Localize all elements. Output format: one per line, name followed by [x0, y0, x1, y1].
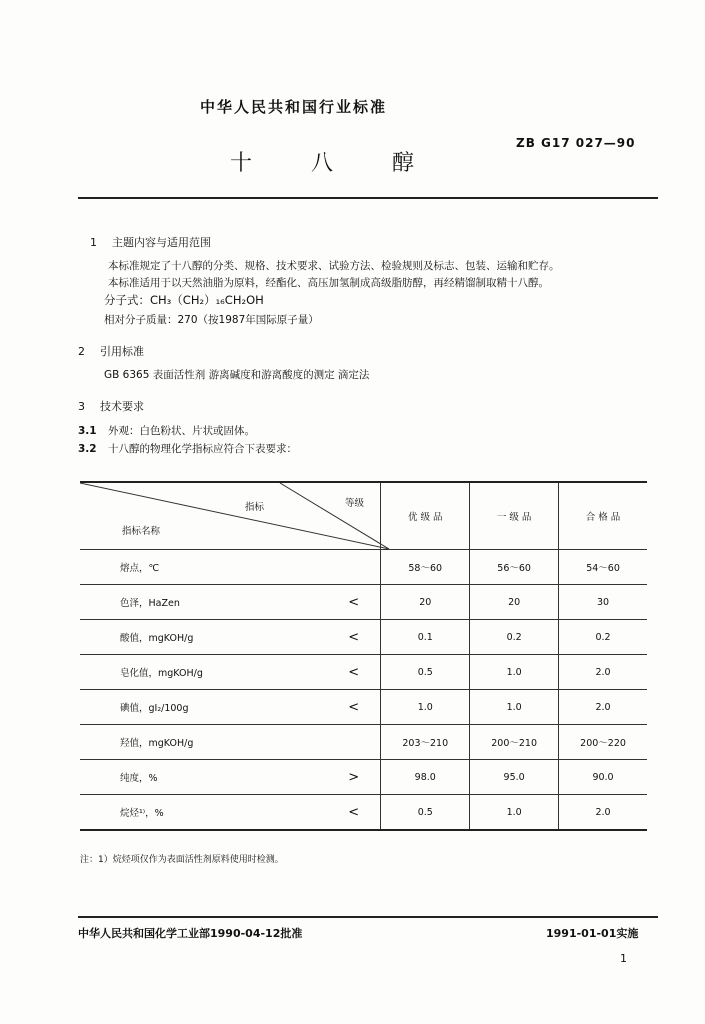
table-row — [80, 725, 647, 760]
value-cell: 30 — [559, 585, 647, 620]
table-row — [80, 795, 647, 831]
value-cell: 1.0 — [470, 655, 559, 690]
table-row — [80, 655, 647, 690]
value-cell: 200～210 — [470, 725, 559, 760]
limit-symbol — [348, 550, 381, 585]
item-name: 纯度，% — [80, 760, 348, 795]
diagonal-lines — [80, 483, 389, 549]
paragraph: 本标准适用于以天然油脂为原料，经酯化、高压加氢制成高级脂肪醇，再经精馏制取精十八醇。 — [108, 277, 549, 289]
referenced-standard: GB 6365 表面活性剂 游离碱度和游离酸度的测定 滴定法 — [104, 369, 370, 381]
clause-text: 外观：白色粉状、片状或固体。 — [108, 425, 255, 437]
column-header: 合 格 品 — [559, 482, 647, 550]
item-name: 酸值，mgKOH/g — [80, 620, 348, 655]
section-title: 主题内容与适用范围 — [112, 236, 211, 249]
standard-code: ZB G17 027—90 — [516, 136, 636, 150]
value-cell: 0.2 — [559, 620, 647, 655]
section-number: 1 — [90, 236, 97, 249]
table-row — [80, 620, 647, 655]
clause-text: 十八醇的物理化学指标应符合下表要求： — [108, 443, 297, 455]
table-header-row — [80, 482, 647, 550]
section-title: 技术要求 — [100, 400, 144, 413]
value-cell: 0.2 — [470, 620, 559, 655]
table-row — [80, 690, 647, 725]
section-number: 3 — [78, 400, 85, 413]
item-name: 羟值，mgKOH/g — [80, 725, 348, 760]
paragraph: 本标准规定了十八醇的分类、规格、技术要求、试验方法、检验规则及标志、包装、运输和贮存。 — [108, 260, 560, 272]
page-number: 1 — [620, 952, 627, 965]
value-cell: 2.0 — [559, 690, 647, 725]
value-cell: 20 — [470, 585, 559, 620]
header-divider — [78, 197, 658, 199]
value-cell: 54～60 — [559, 550, 647, 585]
limit-symbol: < — [348, 585, 381, 620]
table-row — [80, 760, 647, 795]
section-2-heading — [78, 343, 144, 359]
value-cell: 56～60 — [470, 550, 559, 585]
table-row — [80, 585, 647, 620]
value-cell: 90.0 — [559, 760, 647, 795]
value-cell: 2.0 — [559, 655, 647, 690]
item-name: 皂化值，mgKOH/g — [80, 655, 348, 690]
document-title: 十 八 醇 — [230, 151, 440, 176]
clause-number: 3.1 — [78, 425, 97, 437]
section-number: 2 — [78, 345, 85, 358]
item-name: 色泽，HaZen — [80, 585, 348, 620]
section-3-heading — [78, 398, 144, 414]
clause-3-2 — [78, 441, 297, 456]
limit-symbol — [348, 725, 381, 760]
clause-3-1 — [78, 423, 255, 438]
clause-number: 3.2 — [78, 443, 97, 455]
footer-divider — [78, 916, 658, 918]
limit-symbol: < — [348, 620, 381, 655]
limit-symbol: > — [348, 760, 381, 795]
value-cell: 1.0 — [470, 690, 559, 725]
value-cell: 0.5 — [381, 795, 470, 831]
corner-label-indicator: 指标 — [245, 502, 265, 513]
value-cell: 98.0 — [381, 760, 470, 795]
implementation-date: 1991-01-01实施 — [546, 927, 639, 940]
spec-table — [80, 481, 647, 831]
approval-statement: 中华人民共和国化学工业部1990-04-12批准 — [78, 927, 303, 940]
header-diagonal-cell — [80, 482, 381, 550]
molecular-formula: 分子式：CH₃（CH₂）₁₆CH₂OH — [104, 293, 264, 307]
issuing-organization: 中华人民共和国行业标准 — [200, 98, 388, 116]
item-name: 烷烃¹⁾，% — [80, 795, 348, 831]
value-cell: 95.0 — [470, 760, 559, 795]
value-cell: 0.5 — [381, 655, 470, 690]
table-row — [80, 550, 647, 585]
value-cell: 2.0 — [559, 795, 647, 831]
value-cell: 58～60 — [381, 550, 470, 585]
value-cell: 1.0 — [381, 690, 470, 725]
limit-symbol: < — [348, 655, 381, 690]
value-cell: 203～210 — [381, 725, 470, 760]
corner-label-item-name: 指标名称 — [122, 526, 161, 537]
corner-label-grade: 等级 — [345, 498, 365, 509]
limit-symbol: < — [348, 690, 381, 725]
section-1-heading — [90, 234, 211, 250]
column-header: 一 级 品 — [470, 482, 559, 550]
molecular-mass: 相对分子质量：270（按1987年国际原子量） — [104, 314, 319, 326]
diagonal-header — [80, 483, 380, 549]
value-cell: 200～220 — [559, 725, 647, 760]
value-cell: 0.1 — [381, 620, 470, 655]
item-name: 熔点，℃ — [80, 550, 348, 585]
table-footnote: 注：1）烷烃项仅作为表面活性剂原料使用时检测。 — [80, 855, 284, 865]
item-name: 碘值，gI₂/100g — [80, 690, 348, 725]
limit-symbol: < — [348, 795, 381, 831]
section-title: 引用标准 — [100, 345, 144, 358]
value-cell: 1.0 — [470, 795, 559, 831]
value-cell: 20 — [381, 585, 470, 620]
column-header: 优 级 品 — [381, 482, 470, 550]
